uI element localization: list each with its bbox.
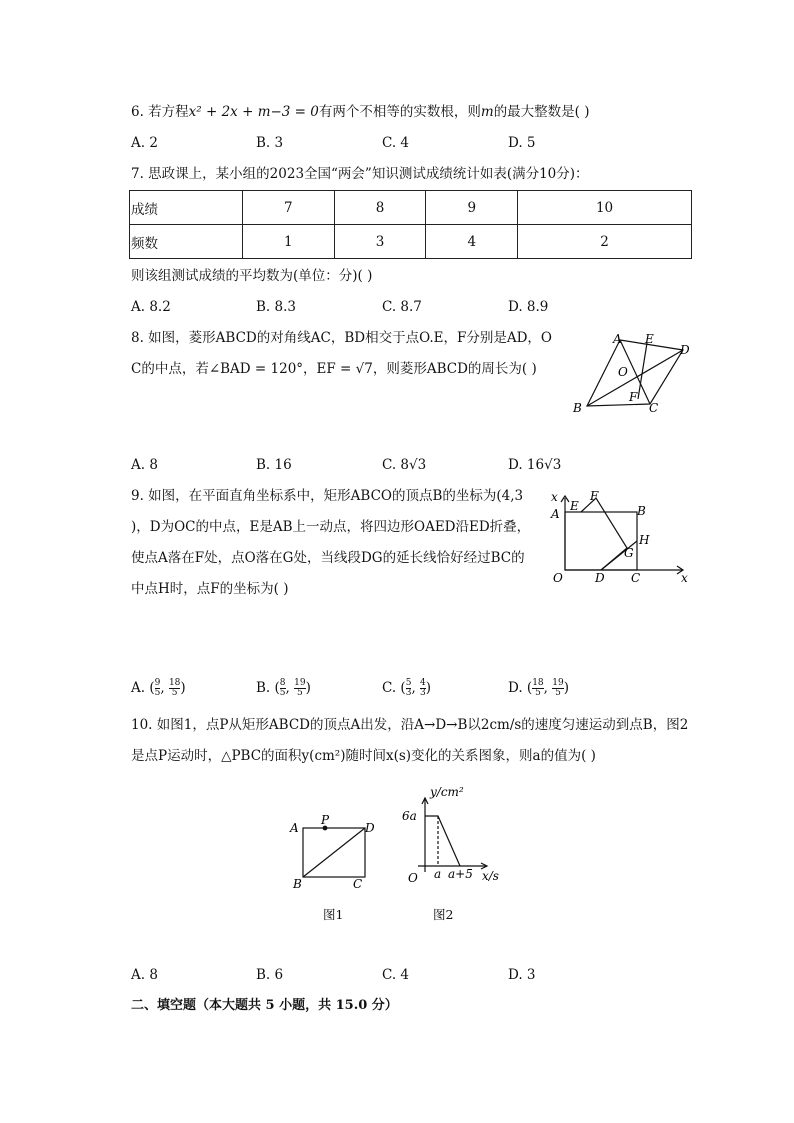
label-H: H bbox=[639, 533, 650, 547]
table-cell: 7 bbox=[243, 191, 335, 225]
q6-stem: 6. 若方程x² + 2x + m−3 = 0有两个不相等的实数根，则m的最大整数是( ) bbox=[131, 104, 590, 120]
figure-1-rectangle bbox=[285, 812, 385, 892]
q7-question: 则该组测试成绩的平均数为(单位：分)( ) bbox=[131, 268, 373, 284]
q6-option-c[interactable]: C. 4 bbox=[382, 135, 410, 151]
table-cell: 9 bbox=[426, 191, 518, 225]
q6-equation: x² + 2x + m−3 = 0 bbox=[188, 104, 319, 120]
label-x-axis: x bbox=[681, 571, 688, 585]
q7-option-c[interactable]: C. 8.7 bbox=[382, 299, 422, 315]
q8-stem-line1: 8. 如图，菱形ABCD的对角线AC，BD相交于点O.E，F分别是AD，O bbox=[131, 330, 552, 346]
label-C: C bbox=[631, 571, 641, 585]
q6-option-d[interactable]: D. 5 bbox=[508, 135, 536, 151]
table-cell: 10 bbox=[518, 191, 692, 225]
table-cell: 频数 bbox=[130, 225, 243, 259]
q10-option-b[interactable]: B. 6 bbox=[256, 967, 284, 983]
figure-2-caption: 图2 bbox=[433, 907, 454, 922]
table-cell: 8 bbox=[334, 191, 426, 225]
label-a-plus-5: a+5 bbox=[448, 867, 473, 881]
label-F: F bbox=[629, 390, 638, 404]
q9-option-a[interactable]: A. ( $\frac{9}{5}$ , $\frac{18}{5}$ ) bbox=[131, 678, 186, 698]
q7-option-b[interactable]: B. 8.3 bbox=[256, 299, 296, 315]
q6-option-a[interactable]: A. 2 bbox=[131, 135, 158, 151]
label-D: D bbox=[680, 343, 690, 357]
section-heading: 二、填空题（本大题共 5 小题，共 15.0 分） bbox=[131, 998, 398, 1013]
table-cell: 2 bbox=[518, 225, 692, 259]
label-O: O bbox=[618, 365, 628, 379]
label-F: F bbox=[590, 489, 599, 503]
label-O: O bbox=[553, 571, 563, 585]
label-B: B bbox=[637, 504, 646, 518]
q9-stem-line2: )，D为OC的中点，E是AB上一动点，将四边形OAED沿ED折叠， bbox=[131, 519, 531, 535]
label-P: P bbox=[321, 813, 330, 827]
q7-stem: 7. 思政课上，某小组的2023全国“两会”知识测试成绩统计如表(满分10分)： bbox=[131, 166, 589, 182]
label-a: a bbox=[434, 867, 442, 881]
label-B: B bbox=[293, 877, 302, 891]
label-C: C bbox=[353, 877, 363, 891]
q8-option-b[interactable]: B. 16 bbox=[256, 457, 292, 473]
coordinate-figure bbox=[545, 488, 695, 588]
q8-option-a[interactable]: A. 8 bbox=[131, 457, 158, 473]
q9-option-b[interactable]: B. ( $\frac{8}{5}$ , $\frac{19}{5}$ ) bbox=[256, 678, 311, 698]
q10-stem-line2: 是点P运动时，△PBC的面积y(cm²)随时间x(s)变化的关系图象，则a的值为( ) bbox=[131, 748, 596, 764]
table-cell: 4 bbox=[426, 225, 518, 259]
table-row bbox=[130, 191, 692, 225]
label-6a: 6a bbox=[402, 809, 417, 823]
q6-option-b[interactable]: B. 3 bbox=[256, 135, 284, 151]
q9-option-d[interactable]: D. ( $\frac{18}{5}$ , $\frac{19}{5}$ ) bbox=[508, 678, 569, 698]
label-D: D bbox=[595, 571, 605, 585]
table-cell: 3 bbox=[334, 225, 426, 259]
q8-option-d[interactable]: D. 16√3 bbox=[508, 457, 562, 473]
figure-2-graph bbox=[398, 776, 518, 891]
q9-stem-line4: 中点H时，点F的坐标为( ) bbox=[131, 581, 289, 597]
q10-option-c[interactable]: C. 4 bbox=[382, 967, 410, 983]
q8-stem-line2: C的中点，若∠BAD = 120°，EF = √7，则菱形ABCD的周长为( ) bbox=[131, 361, 537, 377]
label-E: E bbox=[570, 499, 579, 513]
label-E: E bbox=[645, 332, 654, 346]
score-table bbox=[129, 190, 692, 259]
y-axis-label: y/cm² bbox=[430, 785, 464, 799]
q10-option-a[interactable]: A. 8 bbox=[131, 967, 158, 983]
rhombus-figure bbox=[565, 330, 705, 420]
q7-option-a[interactable]: A. 8.2 bbox=[131, 299, 171, 315]
table-cell: 1 bbox=[243, 225, 335, 259]
q9-stem-line3: 使点A落在F处，点O落在G处，当线段DG的延长线恰好经过BC的 bbox=[131, 550, 525, 566]
q10-option-d[interactable]: D. 3 bbox=[508, 967, 536, 983]
table-row bbox=[130, 225, 692, 259]
label-A: A bbox=[290, 821, 299, 835]
label-G: G bbox=[624, 546, 634, 560]
q8-option-c[interactable]: C. 8√3 bbox=[382, 457, 427, 473]
q9-option-c[interactable]: C. ( $\frac{5}{3}$ , $\frac{4}{3}$ ) bbox=[382, 678, 432, 698]
label-A: A bbox=[613, 332, 622, 346]
q7-option-d[interactable]: D. 8.9 bbox=[508, 299, 549, 315]
table-cell: 成绩 bbox=[130, 191, 243, 225]
label-O: O bbox=[408, 871, 418, 885]
label-D: D bbox=[365, 821, 375, 835]
label-A: A bbox=[551, 507, 560, 521]
x-axis-label: x/s bbox=[482, 869, 499, 883]
label-C: C bbox=[649, 401, 659, 415]
label-x-top: x bbox=[551, 490, 558, 504]
q9-stem-line1: 9. 如图，在平面直角坐标系中，矩形ABCO的顶点B的坐标为(4,3 bbox=[131, 488, 524, 504]
label-B: B bbox=[573, 401, 582, 415]
q10-stem-line1: 10. 如图1，点P从矩形ABCD的顶点A出发，沿A→D→B以2cm/s的速度匀速运动到点B，图2 bbox=[131, 717, 689, 733]
figure-1-caption: 图1 bbox=[323, 907, 344, 922]
